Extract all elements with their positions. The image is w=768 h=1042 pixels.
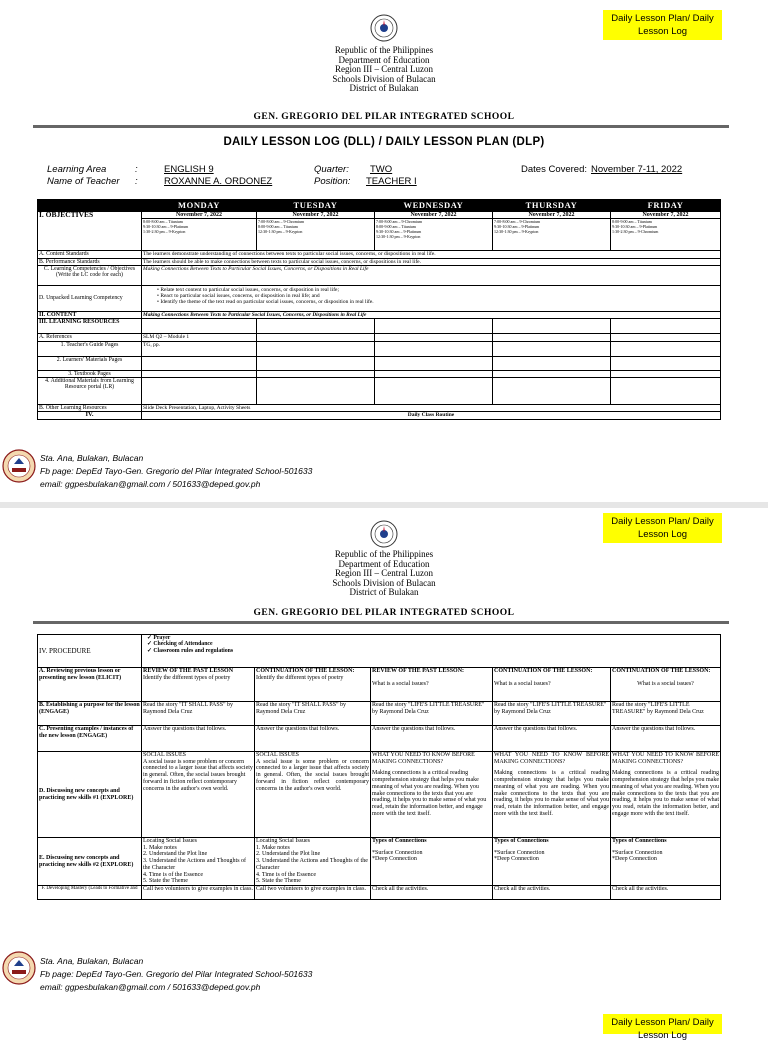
row-b-friday: Read the story "LIFE'S LITTLE TREASURE" by Raymond Dela Cruz <box>611 702 721 726</box>
cell-heading: SOCIAL ISSUES <box>256 752 299 758</box>
school-name: GEN. GREGORIO DEL PILAR INTEGRATED SCHOOL <box>253 112 515 122</box>
schedule-wednesday <box>375 219 493 251</box>
header-line-division: Schools Division of Bulacan <box>332 73 436 84</box>
row-a-monday <box>142 668 255 702</box>
unpacked-list <box>142 286 721 312</box>
learners-materials-label: 2. Learners' Materials Pages <box>38 356 142 370</box>
daily-routine-text: Daily Class Routine <box>142 412 721 419</box>
learners-materials-row <box>38 356 721 370</box>
row-c-tuesday: Answer the questions that follows. <box>255 726 371 752</box>
schedule-tuesday <box>257 219 375 251</box>
next-page-badge: Daily Lesson Plan/ Daily Lesson Log <box>603 1014 722 1034</box>
date-friday: November 7, 2022 <box>611 212 721 219</box>
row-e-friday <box>611 838 721 886</box>
cell-heading: WHAT YOU NEED TO KNOW BEFORE MAKING CONNECTIONS? <box>612 752 720 765</box>
learning-resources-label: III. LEARNING RESOURCES <box>38 319 142 334</box>
row-a-wednesday <box>371 668 493 702</box>
other-resources-row <box>38 405 721 412</box>
list-line: 4. Time is of the Essence <box>256 871 316 878</box>
teacher-value: ROXANNE A. ORDONEZ <box>164 176 273 187</box>
row-a-friday <box>611 668 721 702</box>
row-d-friday <box>611 752 721 838</box>
row-b-tuesday: Read the story "IT SHALL PASS" by Raymond Dela Cruz <box>255 702 371 726</box>
footer-address: Sta. Ana, Bulakan, Bulacan <box>40 453 144 463</box>
schedule-line: 7:00-8:00 am – 9-Chromium <box>494 219 541 225</box>
footer-address: Sta. Ana, Bulakan, Bulacan <box>40 956 144 966</box>
header-line-region: Region III – Central Luzon <box>335 568 433 578</box>
header-line-region: Region III – Central Luzon <box>335 64 433 74</box>
cell-text: What is a social issues? <box>372 680 429 687</box>
quarter-value: TWO <box>370 164 393 175</box>
agency-header <box>0 550 768 598</box>
cell-text: A social issue is some problem or concern connected to a larger issue that affects society in general. Often, the social issues brought forward in fiction reflect contemporary concerns in the author's own world. <box>256 758 369 792</box>
day-tuesday: TUESDAY <box>257 200 375 212</box>
list-line: Locating Social Issues <box>256 838 310 844</box>
header-line-district: District of Bulakan <box>349 587 419 597</box>
day-thursday: THURSDAY <box>493 200 611 212</box>
cell-heading: CONTINUATION OF THE LESSON: <box>256 668 355 674</box>
additional-materials-row <box>38 378 721 405</box>
cell-text: Identify the different types of poetry <box>143 674 231 681</box>
school-seal-icon <box>2 449 36 483</box>
row-d-monday <box>142 752 255 838</box>
schedule-line: 7:00-8:00 am – 9-Chromium <box>258 219 305 225</box>
cell-heading: Types of Connections <box>612 838 667 844</box>
textbook-row <box>38 370 721 377</box>
header-line-republic: Republic of the Philippines <box>334 549 434 559</box>
schedule-line: 8:00-9:00 am – Titanium <box>612 219 652 225</box>
cell-heading: WHAT YOU NEED TO KNOW BEFORE MAKING CONNECTIONS? <box>372 752 475 765</box>
row-e-discussing-2 <box>38 838 721 886</box>
row-c-monday: Answer the questions that follows. <box>142 726 255 752</box>
list-line: 1. Make notes <box>256 844 290 851</box>
dll-table-page-1 <box>37 199 721 420</box>
row-a-thursday <box>493 668 611 702</box>
cell-heading: Types of Connections <box>494 838 549 844</box>
row-f-mastery <box>38 886 721 900</box>
lesson-plan-page-1 <box>0 0 768 502</box>
footer-email: email: ggpesbulakan@gmail.com / 501633@deped.gov.ph <box>40 479 261 489</box>
dates-covered-value: November 7-11, 2022 <box>591 164 683 175</box>
teacher-label: Name of Teacher <box>47 176 120 187</box>
footer-facebook: Fb page: DepEd Tayo-Gen. Gregorio del Pilar Integrated School-501633 <box>40 969 313 979</box>
list-line: 5. State the Theme <box>256 878 301 885</box>
textbook-label: 3. Textbook Pages <box>38 370 142 377</box>
list-line: 3. Understand the Actions and Thoughts of the Character <box>143 858 247 871</box>
procedure-preview-row <box>38 412 721 419</box>
colon-1: : <box>135 164 138 175</box>
cell-text: *Deep Connection <box>494 856 539 863</box>
row-c-wednesday: Answer the questions that follows. <box>371 726 493 752</box>
other-resources-label: B. Other Learning Resources <box>38 405 142 412</box>
routine-item: ✓ Checking of Attendance <box>147 641 719 647</box>
list-line: 4. Time is of the Essence <box>143 871 203 878</box>
performance-standards-label: B. Performance Standards <box>38 258 142 265</box>
list-line: Locating Social Issues <box>143 838 197 844</box>
school-name: GEN. GREGORIO DEL PILAR INTEGRATED SCHOOL <box>253 608 515 618</box>
procedure-row <box>38 635 721 668</box>
cell-text: *Deep Connection <box>612 856 657 863</box>
row-a-label: A. Reviewing previous lesson or presenting new lesson (ELICIT) <box>38 668 142 702</box>
cell-text: *Deep Connection <box>372 856 417 863</box>
cell-text: What is a social issues? <box>494 680 551 687</box>
position-label: Position: <box>314 176 351 187</box>
page-2-footer <box>40 955 312 994</box>
cell-text: Making connections is a critical reading comprehension strategy that helps you make meaning of what you are reading. When you make connections to the texts that you are reading, it helps you to make sense of what you read, retain the information better, and engage more with the text itself. <box>372 770 487 817</box>
schedule-line: 7:00-8:00 am – 9-Chromium <box>376 219 423 225</box>
unpacked-label: D. Unpacked Learning Competency <box>38 286 142 312</box>
teachers-guide-row <box>38 341 721 356</box>
day-monday: MONDAY <box>142 200 257 212</box>
schedule-line: 12:30-1:30 pm – 9-Krypton <box>376 234 421 240</box>
row-b-establishing <box>38 702 721 726</box>
deped-seal-icon <box>370 14 398 42</box>
colon-2: : <box>135 176 138 187</box>
cell-heading: Types of Connections <box>372 838 427 844</box>
day-header-row <box>38 200 721 212</box>
performance-standards-text: The learners should be able to make connections between texts to particular social issues, concerns, or dispositions in real life. <box>142 258 721 265</box>
competencies-label: C. Learning Competencies / Objectives (Write the LC code for each) <box>38 266 142 286</box>
content-text: Making Connections Between Texts to Particular Social Issues, Concerns, or Dispositions in Real Life <box>142 312 721 319</box>
cell-heading: CONTINUATION OF THE LESSON: <box>612 668 711 674</box>
row-f-monday: Call two volunteers to give examples in class. <box>142 886 255 900</box>
schedule-line: 8:00-9:00 am – Titanium <box>258 224 298 230</box>
footer-email: email: ggpesbulakan@gmail.com / 501633@deped.gov.ph <box>40 982 261 992</box>
row-d-wednesday <box>371 752 493 838</box>
date-monday: November 7, 2022 <box>142 212 257 219</box>
deped-seal-icon <box>370 520 398 548</box>
header-rule <box>33 621 729 624</box>
schedule-line: 12:30-1:30 pm – 9-Krypton <box>494 229 539 235</box>
content-label: II. CONTENT <box>38 312 142 319</box>
procedure-label: IV. PROCEDURE <box>38 635 142 668</box>
teachers-guide-text: TG, pp. <box>142 341 257 356</box>
row-c-thursday: Answer the questions that follows. <box>493 726 611 752</box>
row-f-label: F. Developing Mastery (Leads to Formative and <box>38 886 142 900</box>
list-line: 3. Understand the Actions and Thoughts of the Character <box>256 858 368 871</box>
header-line-division: Schools Division of Bulacan <box>332 577 436 588</box>
objectives-label: I. OBJECTIVES <box>38 212 142 251</box>
schedule-thursday <box>493 219 611 251</box>
row-f-thursday: Check all the activities. <box>493 886 611 900</box>
cell-text: Making connections is a critical reading comprehension strategy that helps you make meaning of what you are reading. When you make connections to the texts that you are reading, it helps you to make sense of what you read, retain the information better, and engage more with the text itself. <box>494 770 609 817</box>
lesson-info <box>0 164 768 188</box>
header-line-republic: Republic of the Philippines <box>334 45 434 55</box>
row-c-label: C. Presenting examples / instances of the new lesson (ENGAGE) <box>38 726 142 752</box>
row-f-tuesday: Call two volunteers to give examples in class. <box>255 886 371 900</box>
row-e-monday <box>142 838 255 886</box>
objectives-row <box>38 212 721 219</box>
lesson-plan-badge: Daily Lesson Plan/ Daily Lesson Log <box>603 10 722 40</box>
schedule-line: 1:30-2:30 pm – 9-Krypton <box>143 229 186 235</box>
lesson-plan-page-2 <box>0 508 768 1008</box>
row-d-discussing-1 <box>38 752 721 838</box>
references-row <box>38 334 721 341</box>
header-line-department: Department of Education <box>338 558 430 569</box>
cell-heading: WHAT YOU NEED TO KNOW BEFORE MAKING CONNECTIONS? <box>494 752 609 765</box>
schedule-line: 9:30-10:30 am – 9-Platinum <box>494 224 540 230</box>
row-b-label: B. Establishing a purpose for the lesson (ENGAGE) <box>38 702 142 726</box>
page-1-footer <box>40 452 312 491</box>
row-a-tuesday <box>255 668 371 702</box>
lesson-plan-badge: Daily Lesson Plan/ Daily Lesson Log <box>603 513 722 543</box>
schedule-line: 8:00-9:00 am – Titanium <box>376 224 416 230</box>
references-label: A. References <box>38 334 142 341</box>
date-tuesday: November 7, 2022 <box>257 212 375 219</box>
schedule-line: 8:00-8:00 am – Titanium <box>143 219 183 225</box>
performance-standards-row <box>38 258 721 265</box>
row-a-reviewing <box>38 668 721 702</box>
position-value: TEACHER I <box>366 176 417 187</box>
unpacked-item: • React to particular social issues, concerns, or disposition in real life; and <box>157 293 719 299</box>
schedule-line: 9:30-10:30 am – 9-Platinum <box>612 224 658 230</box>
row-b-wednesday: Read the story "LIFE'S LITTLE TREASURE" by Raymond Dela Cruz <box>371 702 493 726</box>
schedule-monday <box>142 219 257 251</box>
routine-item: ✓ Classroom rules and regulations <box>147 648 719 654</box>
procedure-preview-label: IV. <box>38 412 142 419</box>
row-d-label: D. Discussing new concepts and practicing new skills #1 (EXPLORE) <box>38 752 142 838</box>
cell-text: *Surface Connection <box>494 849 545 856</box>
day-friday: FRIDAY <box>611 200 721 212</box>
schedule-line: 9:30-10:30 am – 9-Platinum <box>143 224 189 230</box>
routine-list <box>142 635 721 668</box>
row-f-friday: Check all the activities. <box>611 886 721 900</box>
competencies-text: Making Connections Between Texts to Particular Social Issues, Concerns, or Dispositions in Real Life <box>142 266 721 286</box>
content-row <box>38 312 721 319</box>
references-text: SLM Q2 – Module 1 <box>142 334 257 341</box>
row-e-label: E. Discussing new concepts and practicing new skills #2 (EXPLORE) <box>38 838 142 886</box>
row-e-thursday <box>493 838 611 886</box>
document-title: DAILY LESSON LOG (DLL) / DAILY LESSON PLAN (DLP) <box>223 136 545 148</box>
schedule-line: 9:30-10:30 am – 9-Platinum <box>376 229 422 235</box>
row-e-wednesday <box>371 838 493 886</box>
day-wednesday: WEDNESDAY <box>375 200 493 212</box>
row-c-friday: Answer the questions that follows. <box>611 726 721 752</box>
cell-heading: REVIEW OF THE PAST LESSON: <box>372 668 465 674</box>
dll-table-page-2 <box>37 634 721 900</box>
cell-heading: SOCIAL ISSUES <box>143 752 186 758</box>
list-line: 5. State the Theme <box>143 878 188 885</box>
schedule-friday <box>611 219 721 251</box>
content-standards-row <box>38 251 721 258</box>
row-d-thursday <box>493 752 611 838</box>
content-standards-label: A. Content Standards <box>38 251 142 258</box>
row-c-presenting <box>38 726 721 752</box>
header-line-district: District of Bulakan <box>349 83 419 93</box>
teachers-guide-label: 1. Teacher's Guide Pages <box>38 341 142 356</box>
cell-text: *Surface Connection <box>372 849 423 856</box>
cell-heading: REVIEW OF THE PAST LESSON <box>143 668 234 674</box>
other-resources-text: Slide Deck Presentation, Laptop, Activity Sheets <box>142 405 721 412</box>
quarter-label: Quarter: <box>314 164 349 175</box>
header-rule <box>33 125 729 128</box>
row-d-tuesday <box>255 752 371 838</box>
schedule-line: 12:30-1:30 pm – 9-Krypton <box>258 229 303 235</box>
list-line: 2. Understand the Plot line <box>143 851 208 858</box>
cell-text: What is a social issues? <box>637 680 694 687</box>
unpacked-item: • Relate text content to particular social issues, concerns, or disposition in real life; <box>157 287 719 293</box>
unpacked-row <box>38 286 721 312</box>
learning-area-value: ENGLISH 9 <box>164 164 214 175</box>
row-b-monday: Read the story "IT SHALL PASS" by Raymond Dela Cruz <box>142 702 255 726</box>
dates-covered-label: Dates Covered: <box>521 164 588 175</box>
row-b-thursday: Read the story "LIFE'S LITTLE TREASURE" by Raymond Dela Cruz <box>493 702 611 726</box>
row-e-tuesday <box>255 838 371 886</box>
row-f-wednesday: Check all the activities. <box>371 886 493 900</box>
list-line: 2. Understand the Plot line <box>256 851 321 858</box>
cell-text: Identify the different types of poetry <box>256 674 344 681</box>
school-seal-icon <box>2 951 36 985</box>
additional-materials-label: 4. Additional Materials from Learning Resource portal (LR) <box>38 378 142 405</box>
content-standards-text: The learners demonstrate understanding of connections between texts to particular social issues, concerns, or dispositions in real life. <box>142 251 721 258</box>
learning-area-label: Learning Area <box>47 164 107 175</box>
footer-facebook: Fb page: DepEd Tayo-Gen. Gregorio del Pilar Integrated School-501633 <box>40 466 313 476</box>
cell-text: Making connections is a critical reading comprehension strategy that helps you make meaning of what you are reading. When you make connections to the texts that you are reading, it helps you to make sense of what you read, retain the information better, and engage more with the text itself. <box>612 770 720 817</box>
schedule-line: 1:30-2:30 pm – 9-Chromium <box>612 229 659 235</box>
cell-heading: CONTINUATION OF THE LESSON: <box>494 668 593 674</box>
list-line: 1. Make notes <box>143 844 177 851</box>
agency-header <box>0 46 768 94</box>
header-line-department: Department of Education <box>338 54 430 65</box>
routine-item: ✓ Prayer <box>147 635 719 641</box>
cell-text: *Surface Connection <box>612 849 663 856</box>
date-wednesday: November 7, 2022 <box>375 212 493 219</box>
unpacked-item: • Identify the theme of the text read on particular social issues, concerns, or disposition in real life. <box>157 299 719 305</box>
competencies-row <box>38 266 721 286</box>
cell-text: A social issue is some problem or concern connected to a larger issue that affects society in general. Often, the social issues brought forward in fiction reflect contemporary concerns in the author's own world. <box>143 758 253 792</box>
date-thursday: November 7, 2022 <box>493 212 611 219</box>
learning-resources-row <box>38 319 721 334</box>
